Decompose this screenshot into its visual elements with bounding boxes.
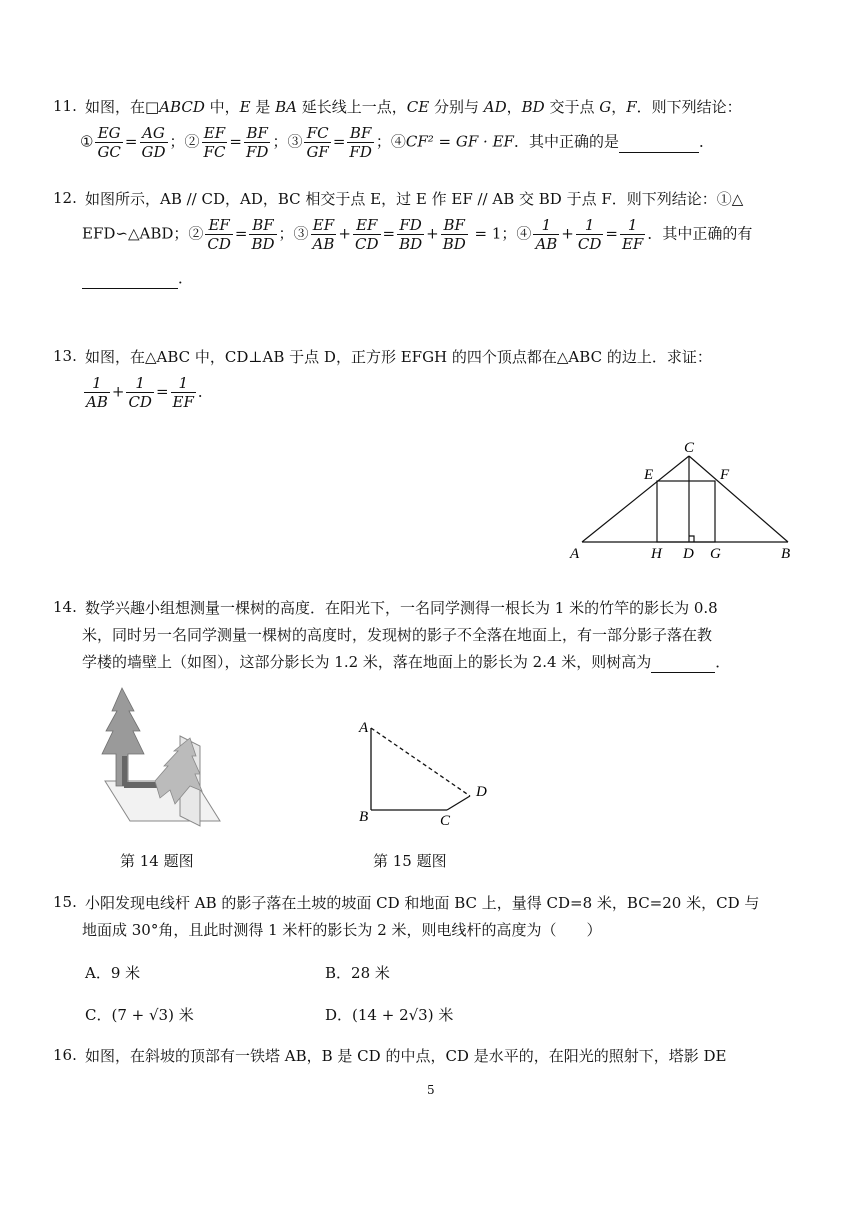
fraction: $\frac{BF}{FD}$	[246, 124, 269, 161]
option-b[interactable]: B．28 米	[325, 964, 390, 982]
q13-triangle-figure	[560, 432, 810, 562]
fraction: $\frac{BF}{BD}$	[442, 216, 466, 253]
option-a[interactable]: A．9 米	[85, 964, 141, 982]
q11-conclusions: ① $\frac{EG}{GC}$ = $\frac{AG}{GD}$ ；② $\frac{EF}{FC}$ = $\frac{BF}{FD}$ ；③ $\frac{FC}{GF}$ = $\frac{BF}{FD}$ ；④CF² = GF · EF．其中正确的是 ．	[80, 124, 714, 161]
fraction: $\frac{1}{AB}$	[86, 374, 108, 411]
q12-line1: 如图所示，AB // CD，AD，BC 相交于点 E，过 E 作 EF // AB 交 BD 于点 F．则下列结论：①△	[85, 190, 744, 208]
option-c[interactable]: C．(7 + √3) 米	[85, 1006, 194, 1024]
question-number: 15.	[53, 893, 77, 911]
question-number: 11.	[53, 97, 77, 115]
label-a: A	[359, 720, 369, 736]
question-number: 12.	[53, 189, 77, 207]
fraction: $\frac{1}{EF}$	[172, 374, 194, 411]
label-g: G	[710, 546, 721, 562]
label-b: B	[359, 809, 369, 825]
fraction: $\frac{EF}{CD}$	[354, 216, 379, 253]
square-efgh	[657, 481, 715, 542]
fraction: $\frac{1}{CD}$	[128, 374, 152, 411]
side-ac	[582, 456, 689, 542]
figure-14-caption: 第 14 题图	[120, 852, 194, 870]
answer-blank[interactable]	[619, 132, 699, 153]
figure-15-caption: 第 15 题图	[373, 852, 447, 870]
fraction: $\frac{BF}{FD}$	[349, 124, 372, 161]
pole-shadow-figure	[355, 714, 500, 829]
q15-line1: 小阳发现电线杆 AB 的影子落在土坡的坡面 CD 和地面 BC 上，量得 CD=8 米，BC=20 米，CD 与	[85, 894, 760, 912]
question-number: 13.	[53, 347, 77, 365]
q12-line2: EFD∽△ABD；② $\frac{EF}{CD}$ = $\frac{BF}{BD}$ ；③ $\frac{EF}{AB}$ + $\frac{EF}{CD}$ = $\frac{FD}{BD}$ + $\frac{BF}{BD}$ = 1；④ $\frac{1}{AB}$ + $\frac{1}{CD}$ = $\frac{1}{EF}$ ．其中正确的有	[82, 216, 753, 253]
fraction: $\frac{1}{EF}$	[621, 216, 644, 253]
fraction: $\frac{FC}{GF}$	[306, 124, 329, 161]
right-angle-mark	[689, 536, 694, 542]
side-bc	[689, 456, 788, 542]
q13-line1: 如图，在△ABC 中，CD⊥AB 于点 D，正方形 EFGH 的四个顶点都在△ABC 的边上．求证：	[85, 348, 712, 366]
label-c: C	[684, 440, 695, 456]
q11-intro: 如图，在□ABCD 中，E 是 BA 延长线上一点，CE 分别与 AD，BD 交于点 G，F．则下列结论：	[85, 98, 742, 116]
question-number: 14.	[53, 598, 77, 616]
slope-cd	[447, 796, 470, 810]
fraction: $\frac{1}{CD}$	[577, 216, 602, 253]
fraction: $\frac{EF}{AB}$	[312, 216, 335, 253]
label-b: B	[781, 546, 791, 562]
question-number: 16.	[53, 1046, 77, 1064]
q14-line1: 数学兴趣小组想测量一棵树的高度．在阳光下，一名同学测得一根长为 1 米的竹竿的影长为 0.8	[85, 599, 718, 617]
fraction: $\frac{EF}{FC}$	[203, 124, 226, 161]
q16-line1: 如图，在斜坡的顶部有一铁塔 AB，B 是 CD 的中点，CD 是水平的，在阳光的照射下，塔影 DE	[85, 1047, 727, 1065]
fraction: $\frac{AG}{GD}$	[141, 124, 166, 161]
label-e: E	[644, 467, 654, 483]
tree-shadow-figure	[100, 686, 225, 831]
answer-blank[interactable]	[651, 652, 715, 673]
fraction: $\frac{EF}{CD}$	[207, 216, 231, 253]
q14-line3: 学楼的墙壁上（如图），这部分影长为 1.2 米，落在地面上的影长为 2.4 米，则树高为 ．	[82, 653, 731, 671]
sun-ray-ad	[371, 728, 470, 796]
fraction: $\frac{1}{AB}$	[535, 216, 558, 253]
fraction: $\frac{FD}{BD}$	[399, 216, 423, 253]
fraction: $\frac{BF}{BD}$	[251, 216, 275, 253]
label-d: D	[683, 546, 694, 562]
option-d[interactable]: D．(14 + 2√3) 米	[325, 1006, 454, 1024]
tree-trunk	[122, 756, 127, 786]
fraction: $\frac{EG}{GC}$	[97, 124, 121, 161]
q12-line3: ．	[82, 268, 830, 289]
label-h: H	[651, 546, 662, 562]
answer-blank[interactable]	[82, 268, 178, 289]
q13-formula: $\frac{1}{AB}$ + $\frac{1}{CD}$ = $\frac{1}{EF}$ ．	[86, 374, 213, 411]
label-d: D	[476, 784, 487, 800]
label-c: C	[440, 813, 451, 829]
page-number: 5	[427, 1083, 435, 1097]
label-f: F	[720, 467, 730, 483]
q14-line2: 米，同时另一名同学测量一棵树的高度时，发现树的影子不全落在地面上，有一部分影子落在教	[82, 626, 713, 644]
label-a: A	[570, 546, 580, 562]
q15-line2: 地面成 30°角，且此时测得 1 米杆的影长为 2 米，则电线杆的高度为（ ）	[82, 921, 602, 939]
